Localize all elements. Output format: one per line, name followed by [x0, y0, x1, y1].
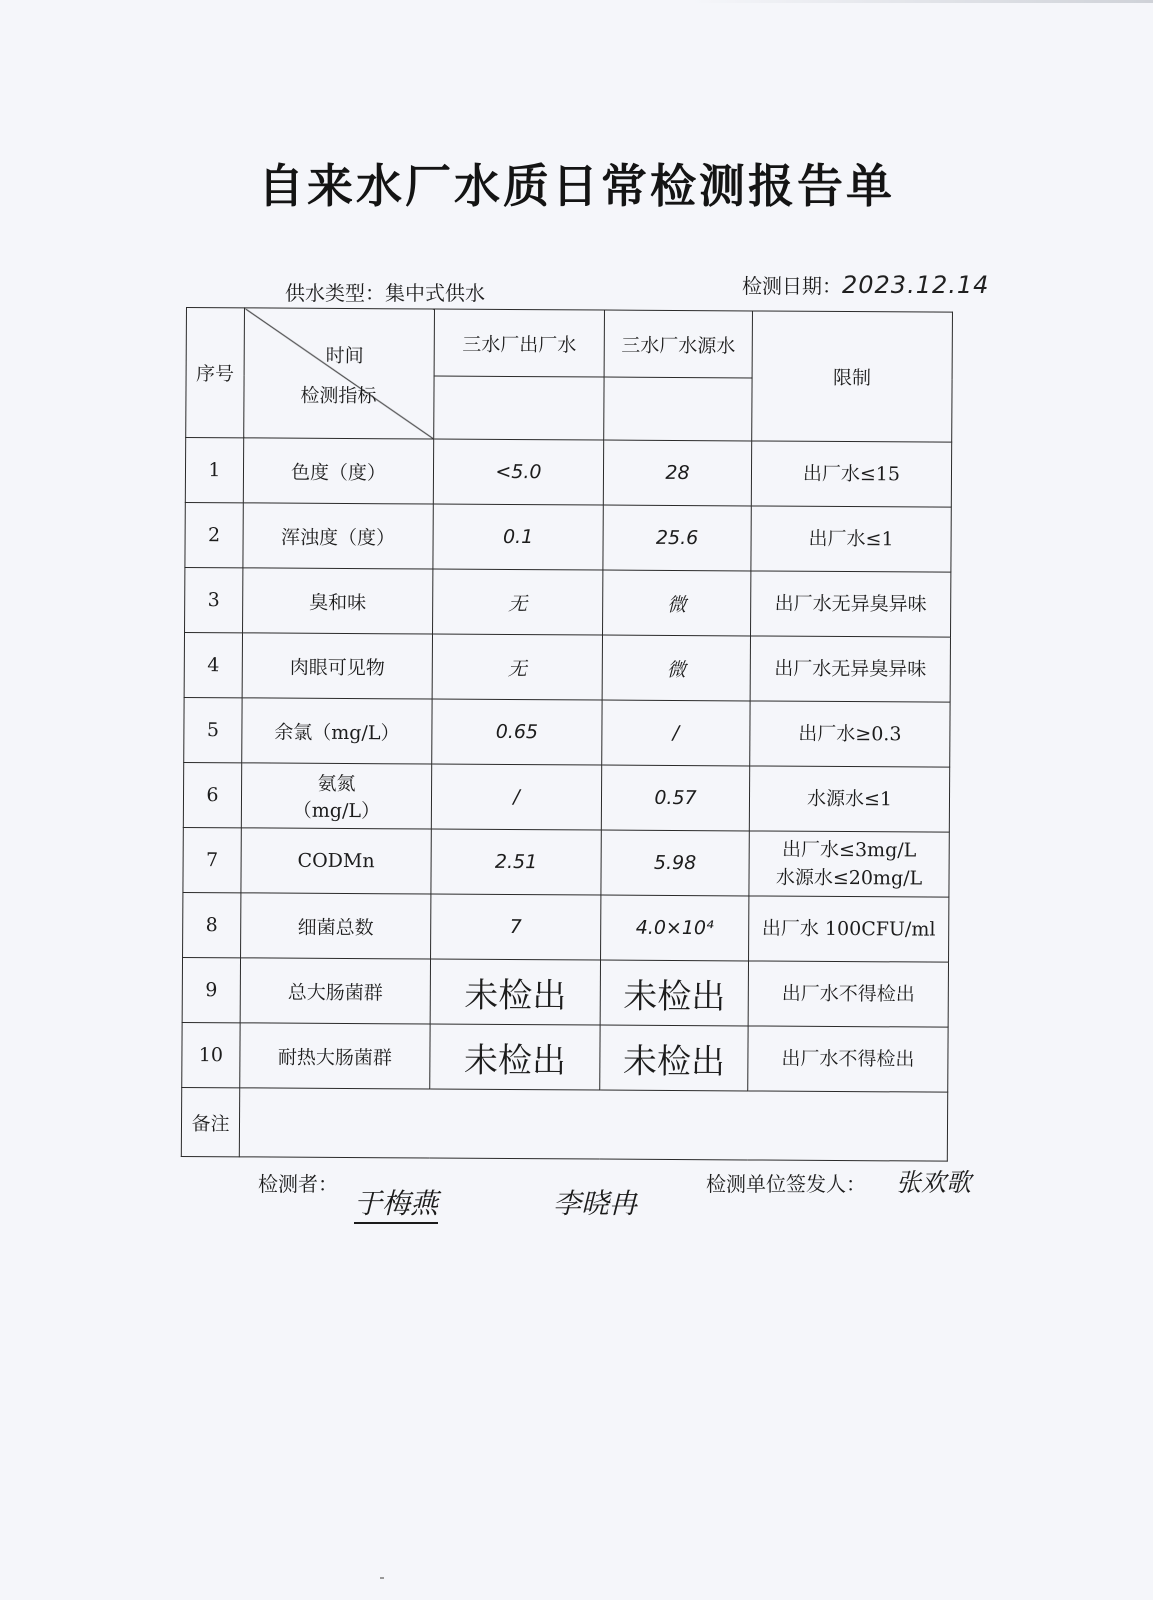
- table-row: [185, 438, 951, 508]
- row-limit-line1: 出厂水≤3mg/L: [782, 838, 917, 862]
- row-source-value: 5.98: [601, 830, 749, 896]
- row-item-line1: 氨氮: [317, 772, 356, 796]
- header-outflow: 三水厂出厂水: [434, 309, 604, 377]
- supply-type: [285, 277, 485, 306]
- row-item: 色度（度）: [243, 438, 433, 504]
- header-indicator: 检测指标: [300, 384, 377, 408]
- test-date-label: 检测日期：: [742, 274, 842, 298]
- row-item: CODMn: [241, 828, 431, 894]
- row-outflow-value: 未检出: [430, 1024, 600, 1090]
- header-seq: 序号: [186, 308, 245, 438]
- table-row: [183, 827, 949, 897]
- row-no: 8: [183, 892, 241, 957]
- row-limit: 出厂水≤1: [751, 506, 951, 572]
- issuer-signature: 张欢歌: [896, 1168, 972, 1197]
- row-source-value: /: [602, 700, 750, 766]
- table-row: [185, 567, 951, 637]
- row-no: 4: [184, 632, 242, 697]
- report-table: [181, 307, 953, 1162]
- row-no: 3: [185, 567, 243, 632]
- row-source-value: 25.6: [603, 505, 751, 571]
- row-outflow-value: 0.65: [432, 699, 602, 765]
- row-no: 9: [182, 957, 240, 1022]
- header-diagonal-cell: [244, 308, 435, 439]
- row-source-value: 未检出: [600, 1025, 748, 1091]
- row-limit: 出厂水≤15: [751, 441, 951, 507]
- row-item: 肉眼可见物: [242, 633, 432, 699]
- tester2-signature: 李晓冉: [553, 1187, 638, 1220]
- row-no: 2: [185, 502, 243, 567]
- row-source-value: 微: [603, 570, 751, 636]
- header-source-blank: [604, 377, 752, 441]
- row-no: 7: [183, 827, 241, 892]
- row-source-value: 0.57: [601, 765, 749, 831]
- row-outflow-value: 0.1: [433, 504, 603, 570]
- row-outflow-value: /: [431, 764, 601, 830]
- test-date: [742, 270, 989, 299]
- table-row: [184, 697, 950, 767]
- row-item: 总大肠菌群: [240, 958, 430, 1024]
- row-source-value: 4.0×10⁴: [601, 895, 749, 961]
- row-outflow-value: <5.0: [433, 439, 603, 505]
- row-outflow-value: 无: [432, 634, 602, 700]
- scan-edge: [0, 0, 1153, 3]
- header-source: 三水厂水源水: [604, 310, 752, 378]
- test-date-value: 2023.12.14: [842, 271, 990, 299]
- row-outflow-value: 无: [433, 569, 603, 635]
- row-limit: 出厂水≥0.3: [750, 701, 950, 767]
- row-outflow-value: 2.51: [431, 829, 601, 895]
- row-outflow-value: 未检出: [430, 959, 600, 1025]
- row-no: 5: [184, 697, 242, 762]
- row-outflow-value: 7: [431, 894, 601, 960]
- row-source-value: 28: [603, 440, 751, 506]
- header-outflow-blank: [434, 376, 604, 440]
- header-time: 时间: [325, 344, 364, 368]
- supply-type-label: 供水类型：: [285, 281, 385, 305]
- table-row: [183, 892, 949, 962]
- tester-label: 检测者：: [258, 1172, 338, 1196]
- table-row: [184, 632, 950, 702]
- table-row: [182, 1022, 948, 1092]
- row-no: 6: [183, 762, 241, 827]
- row-limit: 出厂水 100CFU/ml: [749, 896, 949, 962]
- tester1-signature: 于梅燕: [354, 1182, 438, 1224]
- row-limit: 出厂水无异臭异味: [751, 571, 951, 637]
- row-item: [241, 763, 431, 829]
- remark-row: [181, 1087, 947, 1161]
- row-no: 10: [182, 1022, 240, 1087]
- table-row: [185, 502, 951, 572]
- issuer-label: 检测单位签发人：: [706, 1172, 866, 1196]
- table-row: [182, 957, 948, 1027]
- row-item-line2: （mg/L）: [292, 799, 381, 823]
- page-title: 自来水厂水质日常检测报告单: [258, 159, 895, 213]
- row-limit-line2: 水源水≤20mg/L: [775, 866, 923, 890]
- row-limit: 出厂水不得检出: [748, 1026, 948, 1092]
- row-item: 余氯（mg/L）: [242, 698, 432, 764]
- row-item: 细菌总数: [241, 893, 431, 959]
- scan-speck: [380, 1577, 384, 1579]
- header-limit: 限制: [752, 311, 953, 442]
- row-limit: [749, 831, 949, 897]
- row-limit: 出厂水不得检出: [748, 961, 948, 1027]
- remark-value: [239, 1088, 947, 1161]
- row-no: 1: [185, 438, 243, 503]
- row-item: 耐热大肠菌群: [240, 1023, 430, 1089]
- row-item: 浑浊度（度）: [243, 503, 433, 569]
- row-source-value: 微: [602, 635, 750, 701]
- row-limit: 出厂水无异臭异味: [750, 636, 950, 702]
- remark-label: 备注: [181, 1087, 239, 1156]
- table-row: [183, 762, 949, 832]
- supply-type-value: 集中式供水: [385, 281, 485, 305]
- row-item: 臭和味: [243, 568, 433, 634]
- row-limit: 水源水≤1: [749, 766, 949, 832]
- row-source-value: 未检出: [600, 960, 748, 1026]
